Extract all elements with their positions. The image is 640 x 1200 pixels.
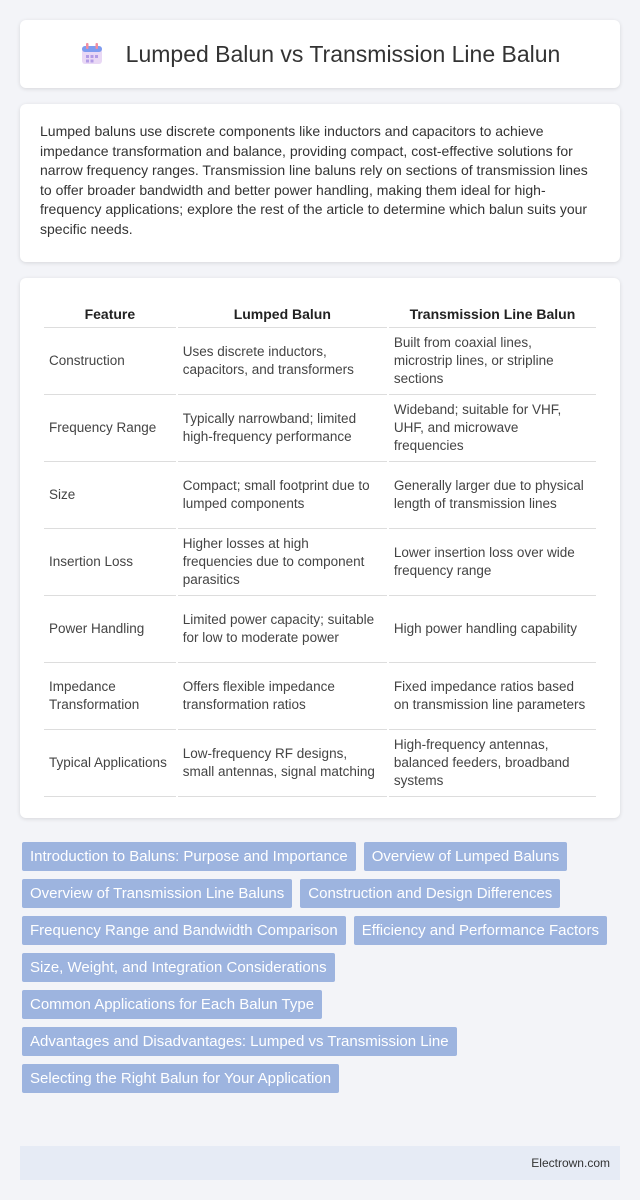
topic-tag[interactable]: Efficiency and Performance Factors [354,916,607,945]
transmission-cell: High-frequency antennas, balanced feeders, broadband systems [389,730,596,797]
feature-cell: Size [44,462,176,529]
lumped-cell: Typically narrowband; limited high-frequency performance [178,395,387,462]
topic-tag[interactable]: Overview of Transmission Line Baluns [22,879,292,908]
lumped-cell: Limited power capacity; suitable for low to moderate power [178,596,387,663]
intro-card [20,104,620,262]
column-header-feature: Feature [44,300,176,328]
transmission-cell: High power handling capability [389,596,596,663]
feature-cell: Impedance Transformation [44,663,176,730]
footer-site: Electrown.com [531,1156,610,1170]
transmission-cell: Lower insertion loss over wide frequency range [389,529,596,596]
feature-cell: Insertion Loss [44,529,176,596]
table-row [44,663,596,730]
lumped-cell: Higher losses at high frequencies due to component parasitics [178,529,387,596]
lumped-cell: Compact; small footprint due to lumped components [178,462,387,529]
transmission-cell: Wideband; suitable for VHF, UHF, and microwave frequencies [389,395,596,462]
feature-cell: Frequency Range [44,395,176,462]
feature-cell: Typical Applications [44,730,176,797]
table-row [44,529,596,596]
footer [20,1146,620,1180]
column-header-lumped: Lumped Balun [178,300,387,328]
topic-tag[interactable]: Construction and Design Differences [300,879,560,908]
feature-cell: Construction [44,328,176,395]
transmission-cell: Built from coaxial lines, microstrip lines, or stripline sections [389,328,596,395]
topic-tag[interactable]: Size, Weight, and Integration Considerations [22,953,335,982]
topic-tag[interactable]: Common Applications for Each Balun Type [22,990,322,1019]
topic-tag[interactable]: Selecting the Right Balun for Your Application [22,1064,339,1093]
page-title: Lumped Balun vs Transmission Line Balun [125,40,561,67]
feature-cell: Power Handling [44,596,176,663]
lumped-cell: Low-frequency RF designs, small antennas, signal matching [178,730,387,797]
table-row [44,596,596,663]
topic-tag[interactable]: Frequency Range and Bandwidth Comparison [22,916,346,945]
topic-tag[interactable]: Overview of Lumped Baluns [364,842,568,871]
table-row [44,395,596,462]
intro-text: Lumped baluns use discrete components like inductors and capacitors to achieve impedance transformation and balance, providing compact, cost-effective solutions for narrow frequency ranges. Transmission line baluns rely on sections of transmission lines to offer broader bandwidth and better power handling, making them ideal for high-frequency applications; explore the rest of the article to determine which balun suits your specific needs. [40,123,588,237]
table-row [44,328,596,395]
header [20,20,620,88]
transmission-cell: Generally larger due to physical length of transmission lines [389,462,596,529]
comparison-card [20,278,620,818]
table-row [44,730,596,797]
comparison-table [42,300,598,797]
lumped-cell: Offers flexible impedance transformation ratios [178,663,387,730]
lumped-cell: Uses discrete inductors, capacitors, and transformers [178,328,387,395]
transmission-cell: Fixed impedance ratios based on transmission line parameters [389,663,596,730]
topic-tags [22,842,622,1101]
column-header-transmission: Transmission Line Balun [389,300,596,328]
topic-tag[interactable]: Introduction to Baluns: Purpose and Importance [22,842,356,871]
topic-tag[interactable]: Advantages and Disadvantages: Lumped vs Transmission Line [22,1027,457,1056]
calendar-icon [80,42,104,66]
table-row [44,462,596,529]
table-header-row [44,300,596,328]
